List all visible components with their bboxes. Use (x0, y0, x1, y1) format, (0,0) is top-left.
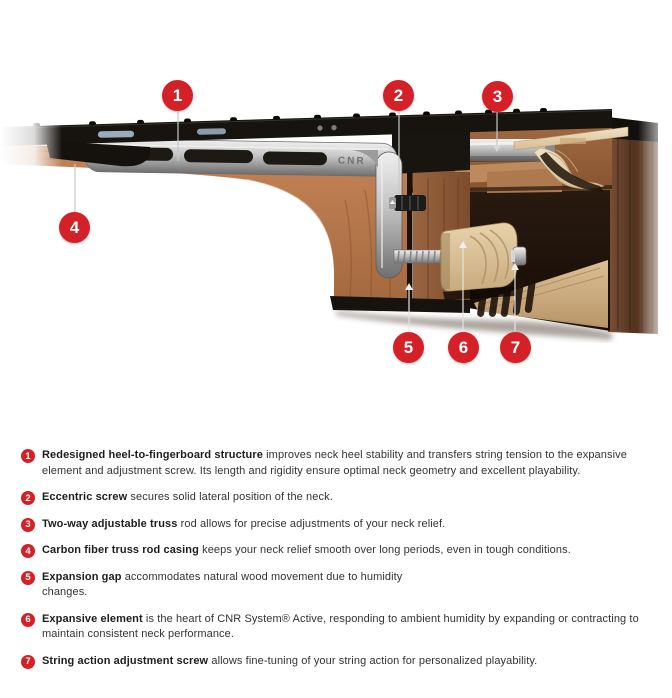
legend-rest-5: accommodates natural wood movement due to humidity changes. (42, 570, 403, 598)
casing-engraving: CNR (337, 155, 366, 167)
legend-rest-2: secures solid lateral position of the neck. (127, 491, 333, 503)
legend-item-4 (21, 543, 661, 559)
legend-bullet-2: 2 (21, 491, 35, 505)
legend-lead-3: Two-way adjustable truss (42, 517, 178, 530)
callout-marker-1: 1 (162, 80, 193, 111)
callout-marker-6: 6 (448, 332, 479, 363)
legend-item-6 (21, 612, 661, 643)
legend-item-7 (21, 654, 661, 670)
legend-text-7 (42, 654, 537, 670)
legend-lead-1: Redesigned heel-to-fingerboard structure (42, 449, 263, 461)
legend-bullet-7: 7 (21, 655, 35, 669)
legend-text-2 (42, 490, 333, 506)
legend-item-3 (21, 517, 661, 533)
legend-lead-2: Eccentric screw (42, 491, 128, 503)
legend-item-5 (21, 570, 661, 601)
callout-marker-4: 4 (59, 212, 90, 243)
legend-item-2 (21, 490, 661, 506)
legend-lead-6: Expansive element (42, 612, 143, 625)
legend-item-1 (21, 448, 661, 479)
legend-text-4 (42, 543, 571, 559)
legend-text-5 (42, 570, 414, 601)
legend-rest-1: improves neck heel stability and transfers string tension to the expansive element and adjustment screw. Its length and rigidity ensure optimal neck geometry and excellent playability. (42, 449, 627, 477)
callout-marker-7: 7 (500, 332, 531, 363)
callout-marker-5: 5 (393, 332, 424, 363)
eccentric-screw (389, 195, 426, 211)
legend-lead-7: String action adjustment screw (42, 654, 209, 667)
legend-rest-7: allows fine-tuning of your string action for personalized playability. (208, 654, 538, 667)
threaded-rod (394, 250, 448, 263)
legend-text-1 (42, 448, 654, 479)
legend-text-6 (42, 612, 654, 643)
bottom-mask (0, 344, 672, 430)
right-fade (638, 95, 672, 355)
legend-bullet-1: 1 (21, 449, 35, 463)
callout-marker-3: 3 (482, 81, 513, 112)
legend-bullet-5: 5 (21, 571, 35, 585)
legend (21, 448, 661, 680)
callout-marker-2: 2 (383, 80, 414, 111)
legend-text-3 (42, 517, 445, 533)
legend-bullet-4: 4 (21, 544, 35, 558)
legend-rest-4: keeps your neck relief smooth over long periods, even in tough conditions. (198, 544, 571, 556)
legend-lead-4: Carbon fiber truss rod casing (42, 544, 199, 556)
legend-rest-3: rod allows for precise adjustments of your neck relief. (177, 517, 446, 530)
left-fade (0, 95, 62, 235)
string-action-adjustment-screw (511, 247, 526, 265)
legend-bullet-6: 6 (21, 613, 35, 627)
legend-rest-6: is the heart of CNR System® Active, responding to ambient humidity by expanding or contracting to maintain consistent neck performance. (42, 612, 639, 640)
legend-lead-5: Expansion gap (42, 570, 122, 583)
expansive-element (441, 223, 517, 300)
legend-bullet-3: 3 (21, 518, 35, 532)
